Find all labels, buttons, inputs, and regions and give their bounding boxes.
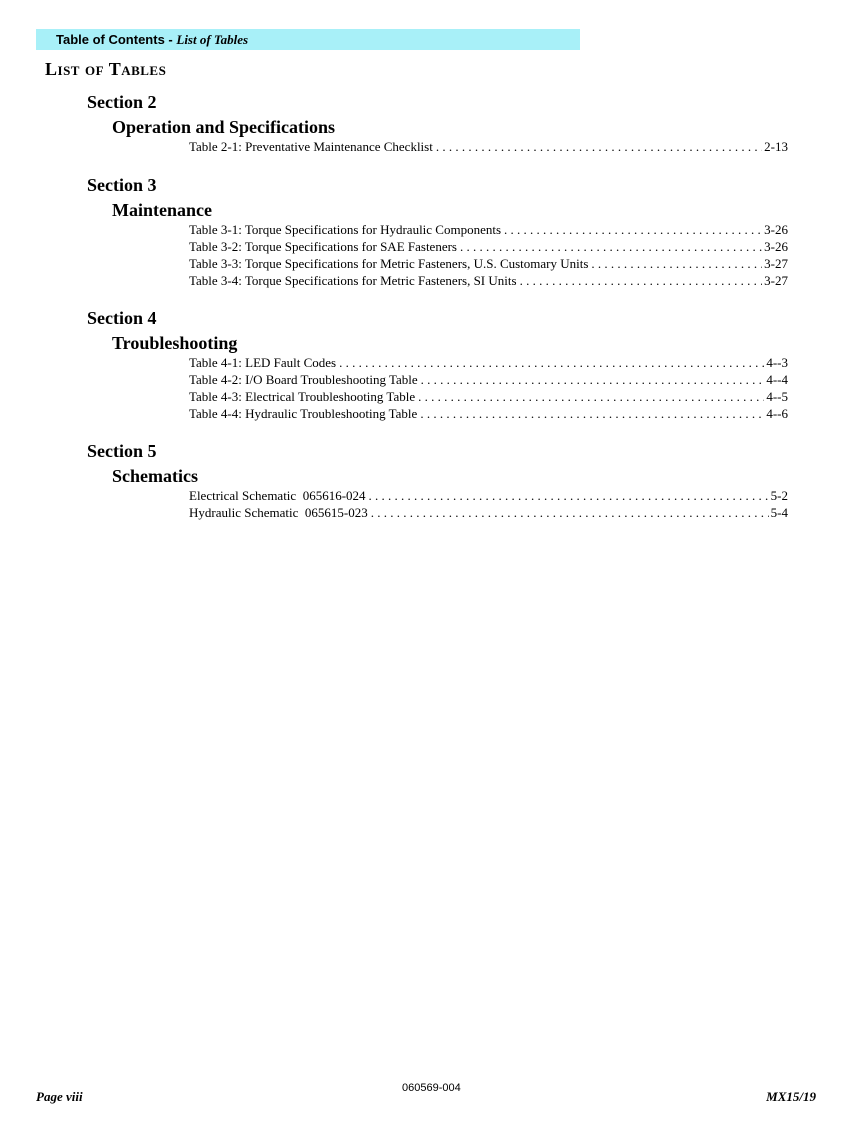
entry-label: Table 4-4: Hydraulic Troubleshooting Table: [189, 406, 418, 421]
running-header: [36, 29, 580, 50]
leader-dots: [421, 371, 765, 388]
footer-page-number: Page viii: [36, 1089, 83, 1104]
footer-doc-number: 060569-004: [402, 1082, 461, 1094]
entry-page: 5-2: [770, 488, 788, 503]
entry-label: Table 3-3: Torque Specifications for Metric Fasteners, U.S. Customary Units: [189, 256, 589, 271]
entry-label: Hydraulic Schematic 065615-023: [189, 505, 368, 520]
toc-entry[interactable]: [189, 388, 788, 405]
toc-entry[interactable]: [189, 354, 788, 371]
header-subtitle: List of Tables: [176, 32, 249, 47]
entry-page: 3-27: [764, 256, 788, 271]
toc-section: [87, 440, 797, 521]
entry-page: 2-13: [764, 139, 788, 154]
entry-page: 3-26: [764, 239, 788, 254]
page-title: List of Tables: [45, 59, 167, 79]
entry-list: [189, 221, 788, 289]
entry-page: 3-27: [764, 273, 788, 288]
leader-dots: [420, 405, 764, 422]
footer-model: MX15/19: [766, 1089, 816, 1104]
entry-page: 5-4: [770, 505, 788, 520]
toc-entry[interactable]: [189, 371, 788, 388]
entry-list: [189, 354, 788, 422]
section-label: Section 5: [87, 441, 157, 461]
toc-entry[interactable]: [189, 504, 788, 521]
section-label: Section 4: [87, 308, 157, 328]
toc-section: [87, 174, 797, 289]
leader-dots: [520, 272, 763, 289]
entry-page: 4--3: [766, 355, 788, 370]
toc-entry[interactable]: [189, 221, 788, 238]
leader-dots: [436, 138, 762, 155]
entry-page: 4--5: [766, 389, 788, 404]
entry-label: Table 3-1: Torque Specifications for Hydraulic Components: [189, 222, 502, 237]
toc-section: [87, 91, 797, 155]
entry-page: 3-26: [764, 222, 788, 237]
leader-dots: [369, 487, 769, 504]
leader-dots: [418, 388, 764, 405]
entry-label: Electrical Schematic 065616-024: [189, 488, 366, 503]
leader-dots: [460, 238, 762, 255]
toc-entry[interactable]: [189, 138, 788, 155]
toc-entry[interactable]: [189, 272, 788, 289]
leader-dots: [504, 221, 762, 238]
leader-dots: [339, 354, 764, 371]
entry-page: 4--6: [766, 406, 788, 421]
section-title: Maintenance: [112, 200, 212, 220]
entry-list: [189, 138, 788, 155]
section-label: Section 3: [87, 175, 157, 195]
section-title: Troubleshooting: [112, 333, 238, 353]
toc-entry[interactable]: [189, 405, 788, 422]
entry-label: Table 2-1: Preventative Maintenance Checklist: [189, 139, 433, 154]
toc-entry[interactable]: [189, 238, 788, 255]
entry-label: Table 4-2: I/O Board Troubleshooting Table: [189, 372, 418, 387]
section-label: Section 2: [87, 92, 157, 112]
entry-list: [189, 487, 788, 521]
toc-entry[interactable]: [189, 487, 788, 504]
entry-label: Table 3-2: Torque Specifications for SAE Fasteners: [189, 239, 457, 254]
section-title: Operation and Specifications: [112, 117, 336, 137]
section-title: Schematics: [112, 466, 198, 486]
entry-page: 4--4: [766, 372, 788, 387]
entry-label: Table 4-1: LED Fault Codes: [189, 355, 337, 370]
entry-label: Table 4-3: Electrical Troubleshooting Table: [189, 389, 416, 404]
toc-entry[interactable]: [189, 255, 788, 272]
leader-dots: [371, 504, 769, 521]
leader-dots: [591, 255, 762, 272]
header-title: Table of Contents -: [56, 32, 177, 47]
entry-label: Table 3-4: Torque Specifications for Metric Fasteners, SI Units: [189, 273, 517, 288]
toc-section: [87, 307, 797, 422]
